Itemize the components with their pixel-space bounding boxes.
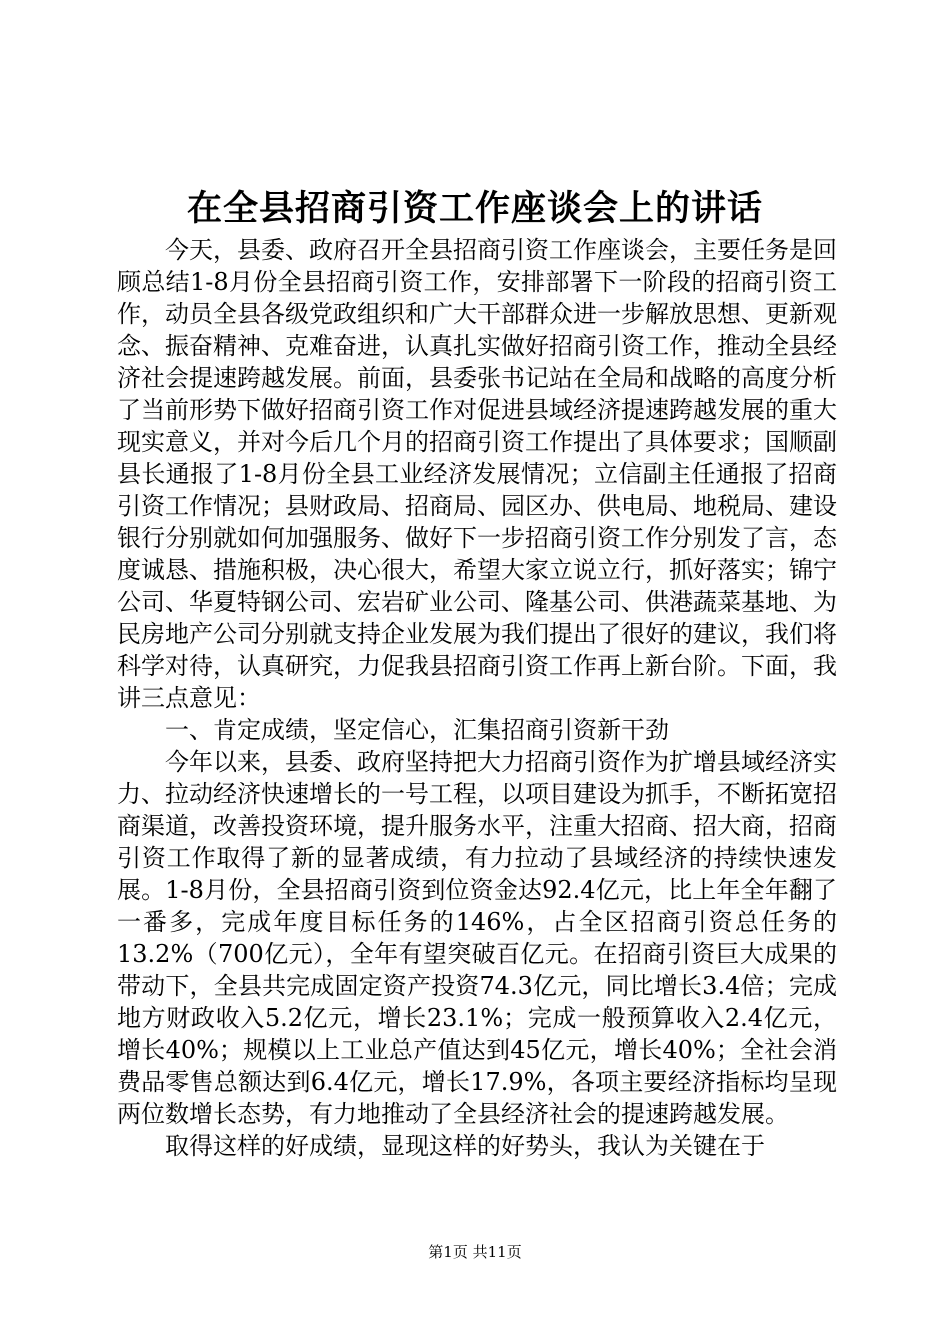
paragraph-intro: 今天，县委、政府召开全县招商引资工作座谈会，主要任务是回顾总结1-8月份全县招商引资工作，安排部署下一阶段的招商引资工作，动员全县各级党政组织和广大干部群众进一步解放思想、更新观念、振奋精神、克难奋进，认真扎实做好招商引资工作，推动全县经济社会提速跨越发展。前面，县委张书记站在全局和战略的高度分析了当前形势下做好招商引资工作对促进县域经济提速跨越发展的重大现实意义，并对今后几个月的招商引资工作提出了具体要求；国顺副县长通报了1-8月份全县工业经济发展情况；立信副主任通报了招商引资工作情况；县财政局、招商局、园区办、供电局、地税局、建设银行分别就如何加强服务、做好下一步招商引资工作分别发了言，态度诚恳、措施积极，决心很大，希望大家立说立行，抓好落实；锦宁公司、华夏特钢公司、宏岩矿业公司、隆基公司、供港蔬菜基地、为民房地产公司分别就支持企业发展为我们提出了很好的建议，我们将科学对待，认真研究，力促我县招商引资工作再上新台阶。下面，我讲三点意见：: [117, 236, 837, 712]
page-footer: 第1页 共11页: [428, 1243, 522, 1261]
document-body: [117, 234, 837, 1162]
document-title: 在全县招商引资工作座谈会上的讲话: [186, 188, 763, 229]
section-heading-1: 一、肯定成绩，坚定信心，汇集招商引资新干劲: [165, 716, 669, 744]
paragraph-achievements: 今年以来，县委、政府坚持把大力招商引资作为扩增县域经济实力、拉动经济快速增长的一号工程，以项目建设为抓手，不断拓宽招商渠道，改善投资环境，提升服务水平，注重大招商、招大商，招商引资工作取得了新的显著成绩，有力拉动了县域经济的持续快速发展。1-8月份，全县招商引资到位资金达92.4亿元，比上年全年翻了一番多，完成年度目标任务的146%，占全区招商引资总任务的13.2%（700亿元），全年有望突破百亿元。在招商引资巨大成果的带动下，全县共完成固定资产投资74.3亿元，同比增长3.4倍；完成地方财政收入5.2亿元，增长23.1%；完成一般预算收入2.4亿元，增长40%；规模以上工业总产值达到45亿元，增长40%；全社会消费品零售总额达到6.4亿元，增长17.9%，各项主要经济指标均呈现两位数增长态势，有力地推动了全县经济社会的提速跨越发展。: [117, 748, 837, 1128]
paragraph-reasons: 取得这样的好成绩，显现这样的好势头，我认为关键在于: [165, 1132, 765, 1160]
